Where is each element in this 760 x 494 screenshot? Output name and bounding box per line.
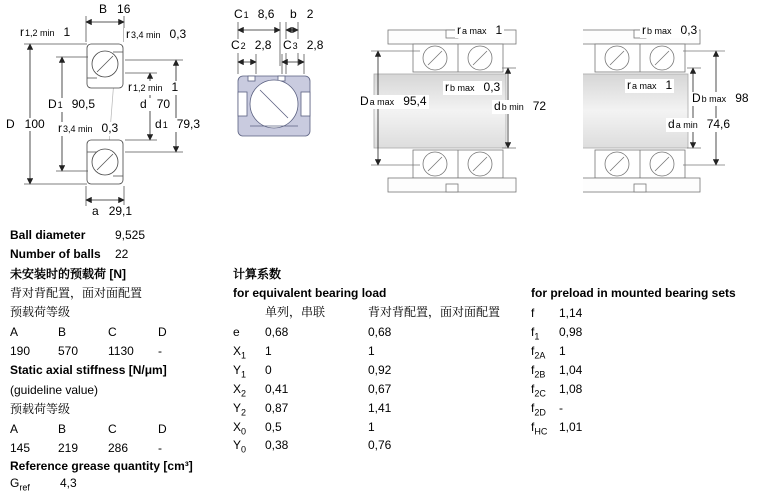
dim-label-rb-max-4: r b max 0,3: [642, 23, 698, 37]
dim-label-C1: C 1 8,6: [234, 7, 275, 21]
dim-label-b: b 2: [290, 7, 314, 21]
preload-section-title: 未安装时的预载荷 [N]: [10, 267, 126, 281]
stiffness-section-title: Static axial stiffness [N/μm]: [10, 363, 167, 377]
dim-label-da-min: d a min 74,6: [668, 117, 731, 131]
number-of-balls-label: Number of balls: [10, 247, 101, 261]
dim-label-Db-max: D b max 98: [692, 91, 749, 105]
dim-label-r34-top: r 3,4 min 0,3: [126, 27, 187, 41]
calc-factors-title-zh: 计算系数: [233, 267, 282, 281]
calc-col1-header: 单列，串联: [265, 305, 326, 319]
calc-factors-title-en: for equivalent bearing load: [233, 286, 387, 300]
stiffness-section-subtitle: (guideline value): [10, 383, 99, 397]
preload-section-subtitle: 背对背配置，面对面配置: [10, 286, 143, 300]
grease-value: 4,3: [60, 476, 77, 490]
dim-label-Da-max: D a max 95,4: [360, 94, 427, 108]
calc-col2-header: 背对背配置，面对面配置: [368, 305, 501, 319]
dim-label-d: d 70: [140, 97, 171, 111]
dim-label-ra-max-4: r a max 1: [627, 78, 673, 92]
dim-label-D: D 100: [6, 117, 45, 131]
dim-label-r34-mid: r 3,4 min 0,3: [58, 121, 119, 135]
bearing-datasheet-page: B 16 r 1,2 min 1 r 3,4 min 0,3 r 1,2 min 1 D 1 90,5 d 70 D 100 r 3,4 min 0,3 d 1 79,3 a 29,1 C 1 8,6 b 2 C 2 2,8 C 3 2,8 r a max 1 r b max 0,3 D a max 95,4 d b min 72 r b max 0,3 r a max 1 D b max 98 d a min 74,6 Ball diameter 9,525 Number of balls 22 未安装时的预载荷 [N] 背对背配置，面对面配置 预载荷等级 A B C D 190 570 1130 - Static axial stiffness [N/μm] (guideline value) 预载荷等级 A B C D 145 219 286 - Reference grease quantity [cm³] $G_{ref}$ 4,3 计算系数 for equivalent bearing load 单列，串联 背对背配置，面对面配置 e 0,68 0,68 $X_1$ 1 1 $Y_1$ 0 0,92 $X_2$ 0,41 0,67 $Y_2$ 0,87 1,41 $X_0$ 0,5 1 $Y_0$ 0,38 0,76 for preload in mounted bearing sets f 1,14 $f_1$ 0,98 $f_{2A}$ 1 $f_{2B}$ 1,04 $f_{2C}$ 1,08 $f_{2D}$ - $f_{HC}$ 1,01: [0, 0, 760, 494]
dim-label-db-min: d b min 72: [494, 99, 547, 113]
grease-section-title: Reference grease quantity [cm³]: [10, 459, 193, 473]
dim-label-B: B 16: [99, 2, 131, 16]
grease-symbol: $G_{ref}$: [10, 476, 30, 493]
preload-class-label: 预载荷等级: [10, 305, 71, 319]
number-of-balls-value: 22: [115, 247, 129, 261]
dim-label-C3: C 3 2,8: [283, 38, 324, 52]
dim-label-d1: d 1 79,3: [155, 117, 201, 131]
dim-label-r12-mid: r 1,2 min 1: [128, 80, 179, 94]
dim-label-a: a 29,1: [92, 204, 133, 218]
dim-label-C2: C 2 2,8: [231, 38, 272, 52]
preload-factors-title: for preload in mounted bearing sets: [531, 286, 736, 300]
stiffness-class-label: 预载荷等级: [10, 402, 71, 416]
dim-label-r12-top: r 1,2 min 1: [20, 25, 71, 39]
dim-label-rb-max-3: r b max 0,3: [445, 80, 501, 94]
ball-diameter-label: Ball diameter: [10, 228, 86, 242]
ball-diameter-value: 9,525: [115, 228, 146, 242]
dim-label-D1: D 1 90,5: [48, 97, 96, 111]
dim-label-ra-max-3: r a max 1: [457, 23, 503, 37]
